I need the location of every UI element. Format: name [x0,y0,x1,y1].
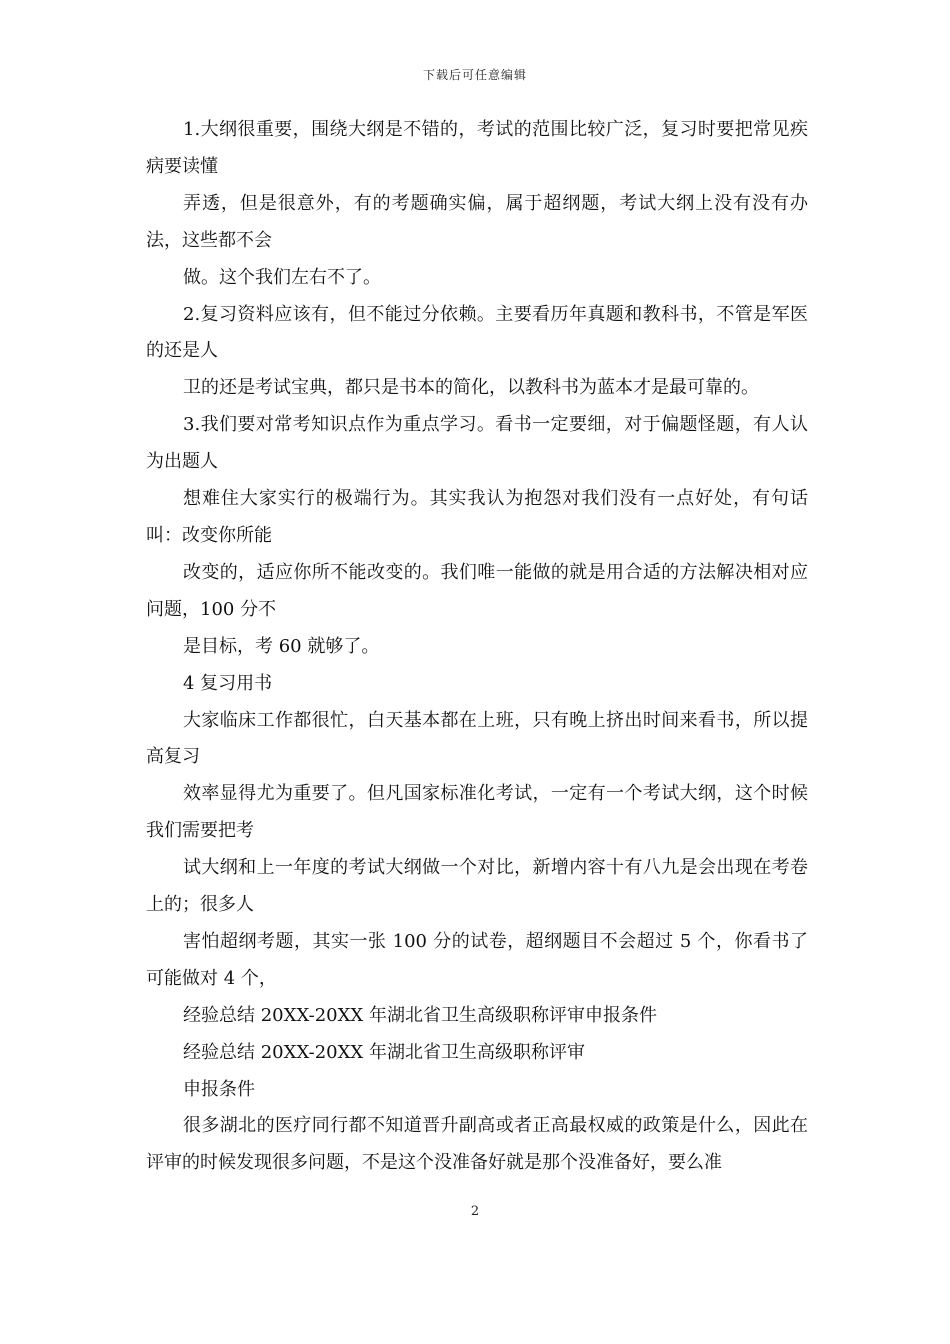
section-heading: 申报条件 [183,1078,255,1100]
page-header: 下载后可任意编辑 [422,68,527,82]
paragraph: 很多湖北的医疗同行都不知道晋升副高或者正高最权威的政策是什么，因此在评审的时候发现很多问题，不是这个没准备好就是那个没准备好，要么准 [146,1115,808,1174]
paragraph: 2.复习资料应该有，但不能过分依赖。主要看历年真题和教科书，不管是军医的还是人 [146,303,808,362]
page-number: 2 [470,1204,480,1219]
body-text [146,112,808,1182]
paragraph: 3.我们要对常考知识点作为重点学习。看书一定要细，对于偏题怪题，有人认为出题人 [146,414,808,473]
paragraph: 改变的，适应你所不能改变的。我们唯一能做的就是用合适的方法解决相对应问题，100 分不 [146,561,808,620]
paragraph: 1.大纲很重要，围绕大纲是不错的，考试的范围比较广泛，复习时要把常见疾病要读懂 [146,119,808,177]
section-heading: 经验总结 20XX-20XX 年湖北省卫生高级职称评审申报条件 [183,1004,657,1026]
paragraph: 想难住大家实行的极端行为。其实我认为抱怨对我们没有一点好处，有句话叫：改变你所能 [146,488,808,546]
paragraph: 害怕超纲考题，其实一张 100 分的试卷，超纲题目不会超过 5 个，你看书了可能做对 4 个， [146,930,808,989]
paragraph: 效率显得尤为重要了。但凡国家标准化考试，一定有一个考试大纲，这个时候我们需要把考 [146,783,808,842]
section-heading: 4 复习用书 [183,672,273,694]
paragraph: 试大纲和上一年度的考试大纲做一个对比，新增内容十有八九是会出现在考卷上的；很多人 [146,857,808,916]
paragraph: 大家临床工作都很忙，白天基本都在上班，只有晚上挤出时间来看书，所以提高复习 [146,709,808,768]
section-heading: 经验总结 20XX-20XX 年湖北省卫生高级职称评审 [183,1041,585,1063]
paragraph: 是目标，考 60 就够了。 [183,635,380,657]
paragraph: 做。这个我们左右不了。 [183,266,381,288]
paragraph: 弄透，但是很意外，有的考题确实偏，属于超纲题，考试大纲上没有没有办法，这些都不会 [146,192,808,251]
paragraph: 卫的还是考试宝典，都只是书本的简化，以教科书为蓝本才是最可靠的。 [183,377,759,399]
